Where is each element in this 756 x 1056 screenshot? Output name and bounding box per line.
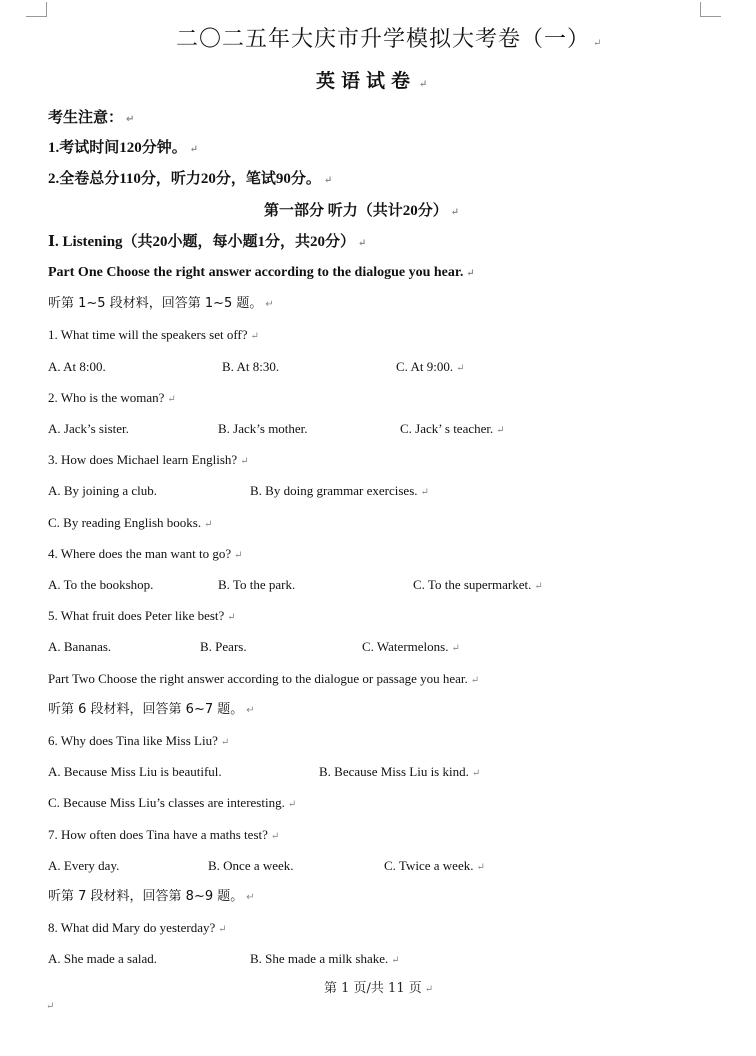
paragraph-mark-icon: ↵ <box>218 924 227 935</box>
q2-option-a: A. Jack’s sister. <box>48 421 129 436</box>
paragraph-mark-icon: ↵ <box>204 519 213 530</box>
question-8: 8. What did Mary do yesterday? ↵ <box>48 920 227 935</box>
paragraph-mark-icon: ↵ <box>471 768 481 779</box>
q3-option-c: C. By reading English books. ↵ <box>48 515 213 530</box>
paragraph-mark-icon: ↵ <box>126 114 135 125</box>
listening-instruction-1: 听第 1~5 段材料，回答第 1~5 题。 ↵ <box>48 296 274 311</box>
notice-item-2: 2.全卷总分110分，听力20分，笔试90分。 ↵ <box>48 171 333 187</box>
listening-instruction-6: 听第 6 段材料，回答第 6~7 题。 ↵ <box>48 702 255 717</box>
paragraph-mark-icon: ↵ <box>265 299 274 310</box>
exam-subtitle: 英语试卷 ↵ <box>316 70 434 92</box>
paragraph-mark-icon: ↵ <box>270 831 280 842</box>
page-corner-mark-top-left <box>26 2 47 17</box>
paragraph-mark-icon: ↵ <box>496 425 505 436</box>
q6-option-c: C. Because Miss Liu’s classes are interesting. ↵ <box>48 795 297 810</box>
page-footer: 第 1 页/共 11 页 ↵ <box>324 981 434 996</box>
q2-option-c: C. Jack’ s teacher. ↵ <box>400 421 505 436</box>
paragraph-mark-icon: ↵ <box>424 984 434 995</box>
paragraph-mark-icon: ↵ <box>358 238 367 249</box>
listening-instruction-7: 听第 7 段材料，回答第 8~9 题。 ↵ <box>48 889 255 904</box>
question-5: 5. What fruit does Peter like best? ↵ <box>48 608 236 623</box>
question-3: 3. How does Michael learn English? ↵ <box>48 452 249 467</box>
paragraph-mark-icon: ↵ <box>189 144 199 155</box>
q8-option-b: B. She made a milk shake. ↵ <box>250 951 400 966</box>
q5-option-a: A. Bananas. <box>48 639 112 654</box>
trailing-paragraph-mark <box>46 996 54 1016</box>
paragraph-mark-icon: ↵ <box>246 892 255 903</box>
q7-option-a: A. Every day. <box>48 858 120 873</box>
q1-option-c: C. At 9:00. ↵ <box>396 359 465 374</box>
paragraph-mark-icon: ↵ <box>420 487 429 498</box>
q3-option-a: A. By joining a club. <box>48 483 158 498</box>
part-two-instruction: Part Two Choose the right answer according to the dialogue or passage you hear. ↵ <box>48 671 480 686</box>
q7-option-b: B. Once a week. <box>208 858 294 873</box>
paragraph-mark-icon: ↵ <box>234 550 243 561</box>
q6-option-b: B. Because Miss Liu is kind. ↵ <box>319 764 481 779</box>
question-2: 2. Who is the woman? ↵ <box>48 390 176 405</box>
paragraph-mark-icon: ↵ <box>220 737 230 748</box>
paragraph-mark-icon: ↵ <box>466 268 475 279</box>
q6-option-a: A. Because Miss Liu is beautiful. <box>48 764 222 779</box>
paragraph-mark-icon: ↵ <box>451 643 460 654</box>
q7-option-c: C. Twice a week. ↵ <box>384 858 485 873</box>
paragraph-mark-icon: ↵ <box>167 394 176 405</box>
paragraph-mark-icon: ↵ <box>419 79 434 90</box>
paragraph-mark-icon: ↵ <box>470 675 480 686</box>
paragraph-mark-icon: ↵ <box>323 175 333 186</box>
paragraph-mark-icon: ↵ <box>246 705 255 716</box>
question-7: 7. How often does Tina have a maths test? ↵ <box>48 827 280 842</box>
q4-option-c: C. To the supermarket. ↵ <box>413 577 543 592</box>
paragraph-mark-icon: ↵ <box>227 612 236 623</box>
paragraph-mark-icon: ↵ <box>450 207 460 218</box>
q1-option-b: B. At 8:30. <box>222 359 280 374</box>
paragraph-mark-icon: ↵ <box>250 331 259 342</box>
q5-option-b: B. Pears. <box>200 639 247 654</box>
paragraph-mark-icon: ↵ <box>46 1001 55 1012</box>
part1-heading: 第一部分 听力（共计20分） ↵ <box>264 203 460 219</box>
paragraph-mark-icon: ↵ <box>391 955 400 966</box>
notice-item-1: 1.考试时间120分钟。 ↵ <box>48 140 199 156</box>
q2-option-b: B. Jack’s mother. <box>218 421 308 436</box>
q8-option-a: A. She made a salad. <box>48 951 158 966</box>
paragraph-mark-icon: ↵ <box>240 456 249 467</box>
listening-section-heading: Ⅰ. Listening（共20小题，每小题1分，共20分） ↵ <box>48 234 367 250</box>
paragraph-mark-icon: ↵ <box>476 862 485 873</box>
q4-option-a: A. To the bookshop. <box>48 577 154 592</box>
q3-option-b: B. By doing grammar exercises. ↵ <box>250 483 429 498</box>
paragraph-mark-icon: ↵ <box>534 581 543 592</box>
q5-option-c: C. Watermelons. ↵ <box>362 639 460 654</box>
q1-option-a: A. At 8:00. <box>48 359 106 374</box>
paragraph-mark-icon: ↵ <box>287 799 297 810</box>
exam-title: 二〇二五年大庆市升学模拟大考卷（一） ↵ <box>176 27 603 52</box>
paragraph-mark-icon: ↵ <box>593 38 603 49</box>
question-1: 1. What time will the speakers set off? ↵ <box>48 327 259 342</box>
question-6: 6. Why does Tina like Miss Liu? ↵ <box>48 733 230 748</box>
question-4: 4. Where does the man want to go? ↵ <box>48 546 243 561</box>
part-one-instruction: Part One Choose the right answer according to the dialogue you hear. ↵ <box>48 265 475 280</box>
paragraph-mark-icon: ↵ <box>456 363 465 374</box>
notice-heading: 考生注意： ↵ <box>48 108 135 126</box>
page-corner-mark-top-right <box>700 2 721 17</box>
q4-option-b: B. To the park. <box>218 577 296 592</box>
